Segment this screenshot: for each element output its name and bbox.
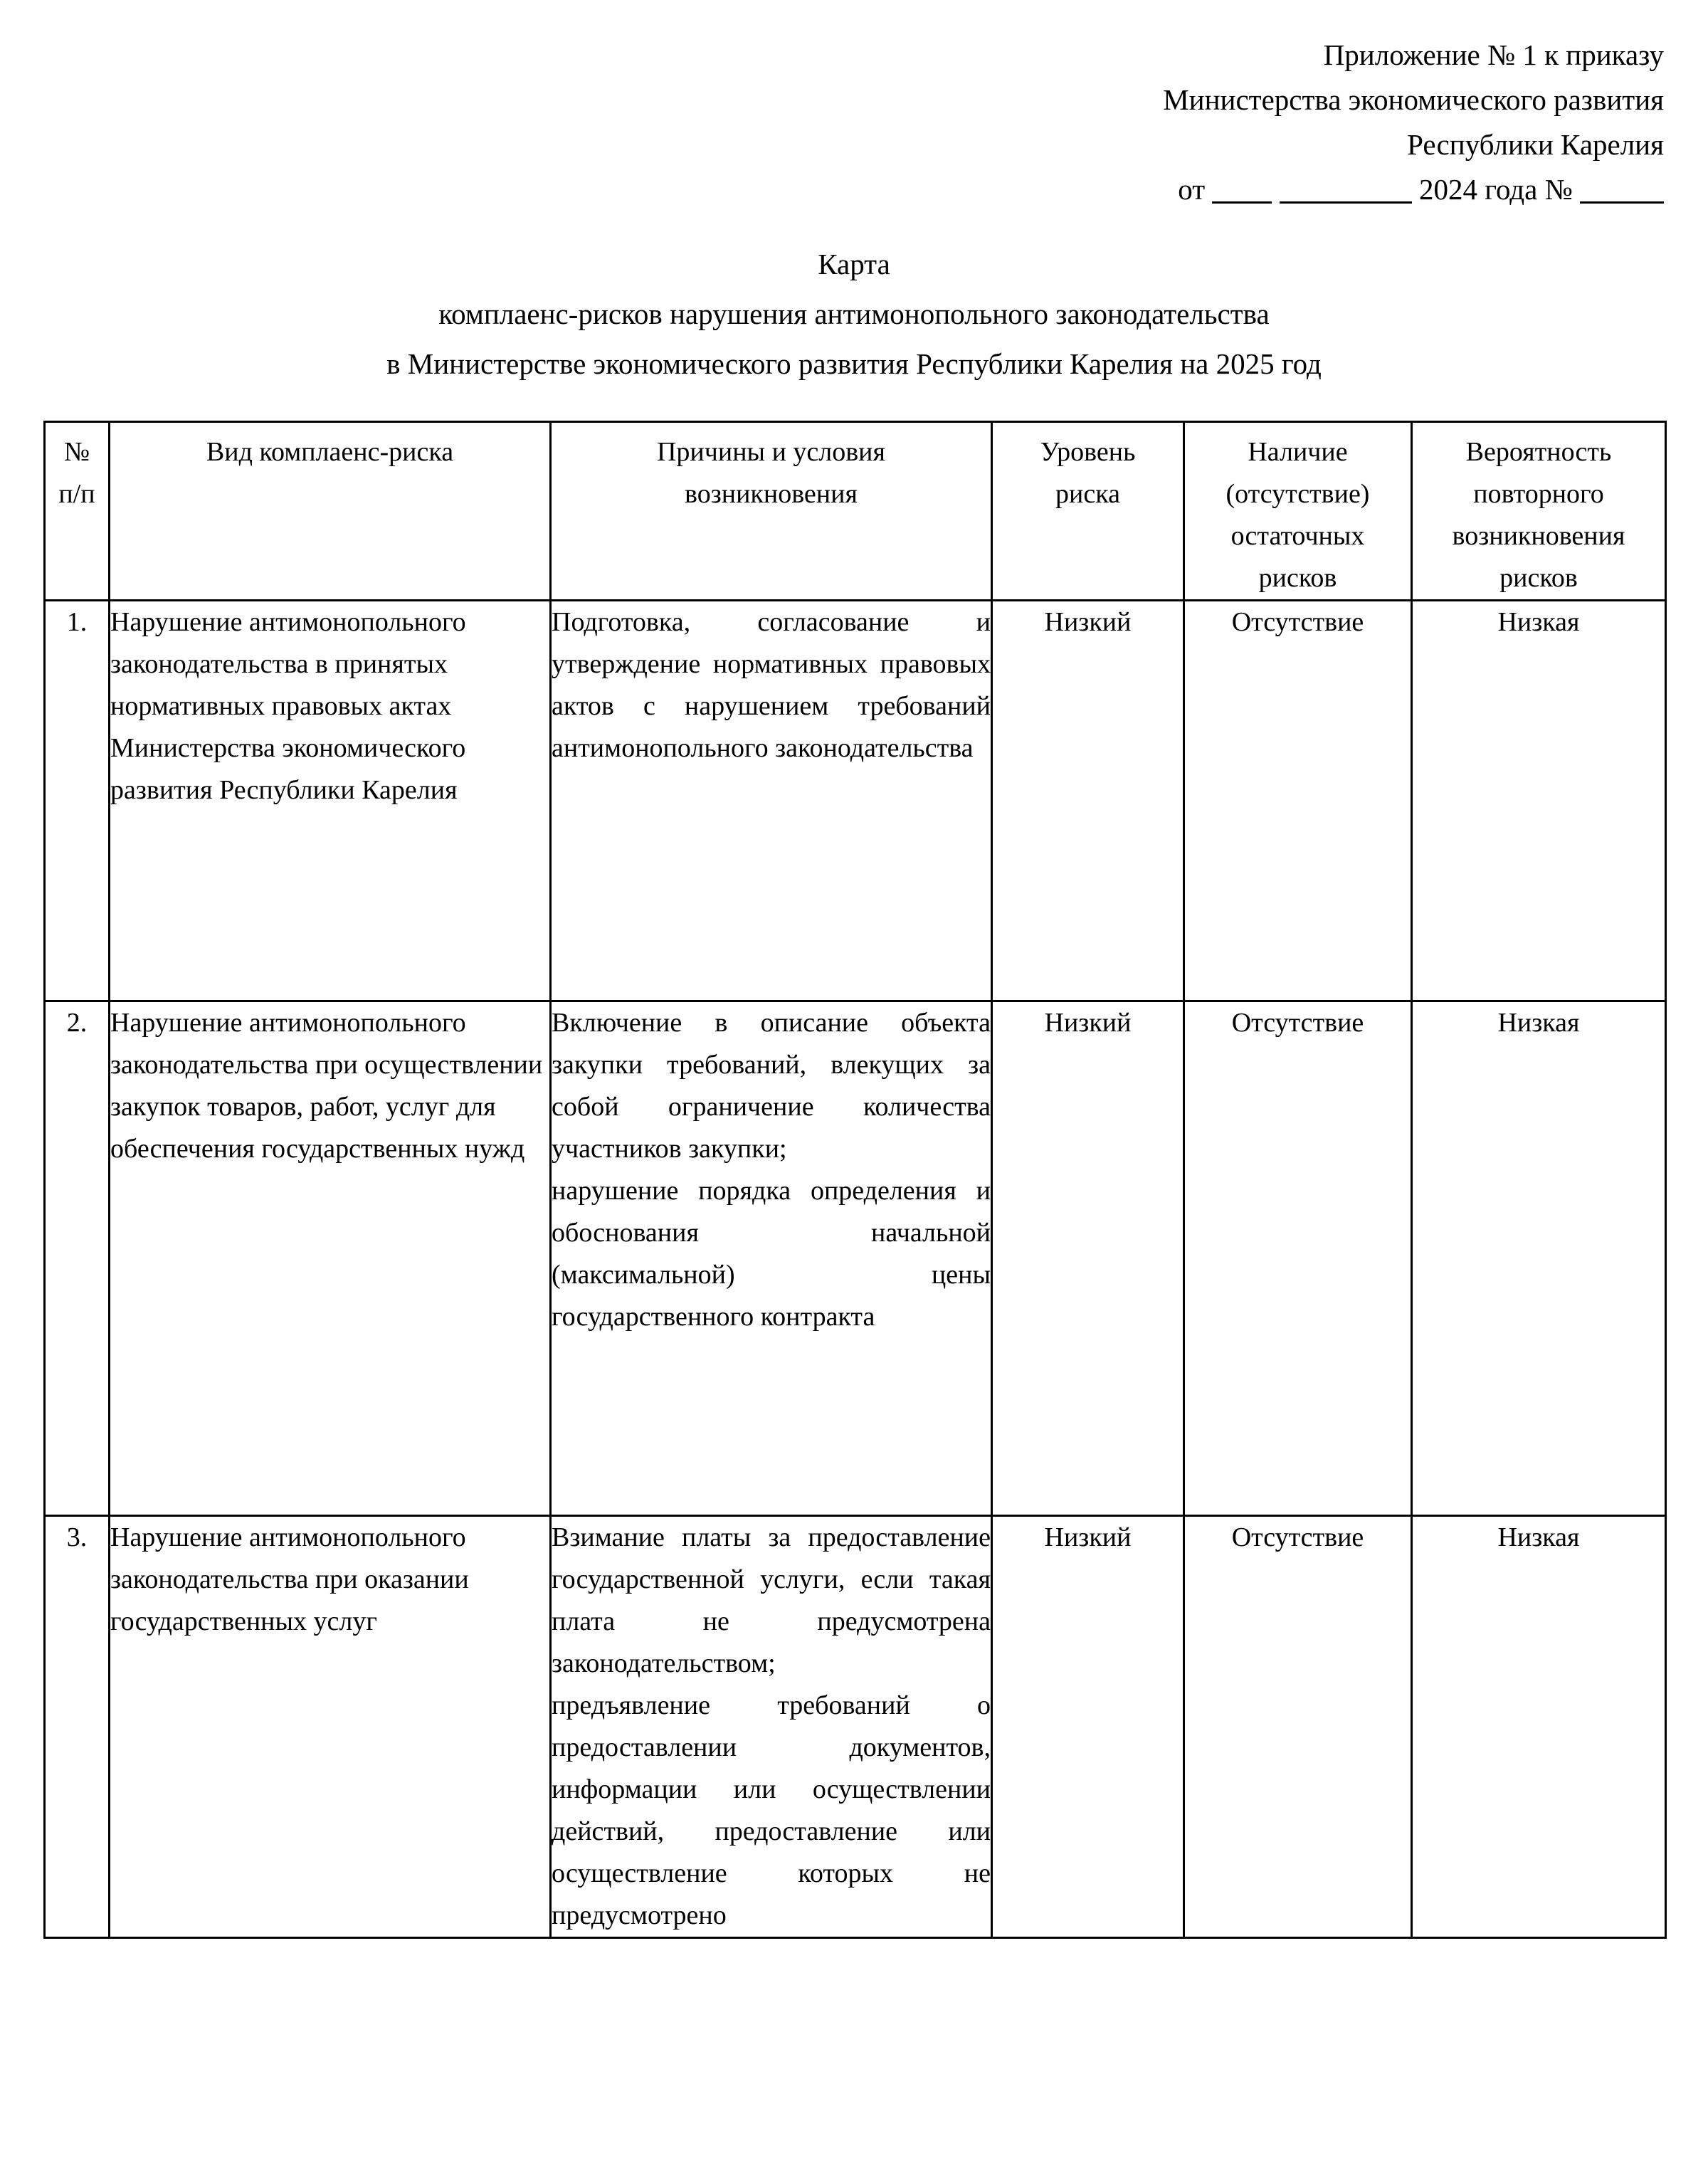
compliance-risk-table — [43, 421, 1667, 1939]
row-risk-type: Нарушение антимонопольного законодательства при осуществлении закупок товаров, работ, услуг для обеспечения государственных нужд — [110, 1001, 551, 1516]
column-header-residual-risks-line-2: (отсутствие) — [1225, 479, 1370, 509]
table-header-row — [45, 422, 1666, 601]
page-title — [0, 239, 1708, 389]
title-line-1: Карта — [818, 248, 890, 280]
column-header-risk-level — [992, 422, 1184, 601]
column-header-recurrence-line-4: рисков — [1499, 563, 1578, 593]
column-header-risk-level-line-1: Уровень — [1040, 437, 1136, 467]
column-header-recurrence-line-3: возникновения — [1452, 521, 1625, 551]
row-risk-type: Нарушение антимонопольного законодательства при оказании государственных услуг — [110, 1516, 551, 1938]
appendix-line-3: Республики Карелия — [1407, 128, 1664, 161]
column-header-number-line-2: п/п — [58, 479, 95, 509]
row-number: 3. — [45, 1516, 110, 1938]
date-year-label: 2024 года — [1418, 173, 1538, 206]
table-body — [45, 601, 1666, 1938]
row-recurrence-probability: Низкая — [1412, 1516, 1666, 1938]
column-header-residual-risks-line-1: Наличие — [1248, 437, 1348, 467]
date-day-blank — [1212, 201, 1272, 204]
table-row — [45, 1001, 1666, 1516]
date-number-blank — [1580, 201, 1664, 204]
column-header-causes-line-2: возникновения — [685, 479, 858, 509]
row-residual-risks: Отсутствие — [1184, 1001, 1412, 1516]
appendix-line-1: Приложение № 1 к приказу — [1323, 38, 1664, 71]
column-header-residual-risks — [1184, 422, 1412, 601]
row-risk-level: Низкий — [992, 1516, 1184, 1938]
column-header-risk-type — [110, 422, 551, 601]
row-residual-risks: Отсутствие — [1184, 601, 1412, 1001]
column-header-number-line-1: № — [63, 437, 90, 467]
row-recurrence-probability: Низкая — [1412, 1001, 1666, 1516]
row-causes: Подготовка, согласование и утверждение нормативных правовых актов с нарушением требований антимонопольного законодательства — [551, 601, 992, 1001]
appendix-line-2: Министерства экономического развития — [1163, 83, 1664, 116]
row-risk-level: Низкий — [992, 601, 1184, 1001]
date-prefix-label: от — [1178, 173, 1206, 206]
table-row — [45, 1516, 1666, 1938]
appendix-reference-block — [867, 33, 1664, 212]
column-header-residual-risks-line-3: остаточных — [1230, 521, 1365, 551]
appendix-date-line — [867, 167, 1664, 212]
table-row — [45, 601, 1666, 1001]
column-header-recurrence-probability — [1412, 422, 1666, 601]
column-header-residual-risks-line-4: рисков — [1258, 563, 1337, 593]
row-number: 2. — [45, 1001, 110, 1516]
title-line-3: в Министерстве экономического развития Республики Карелия на 2025 год — [386, 347, 1322, 380]
row-causes: Взимание платы за предоставление государственной услуги, если такая плата не предусмотрена законодательством; предъявление требований о предоставлении документов, информации или осуществлении действий, предоставление или осуществление которых не предусмотрено — [551, 1516, 992, 1938]
column-header-number — [45, 422, 110, 601]
row-recurrence-probability: Низкая — [1412, 601, 1666, 1001]
row-residual-risks: Отсутствие — [1184, 1516, 1412, 1938]
column-header-recurrence-line-2: повторного — [1473, 479, 1604, 509]
row-number: 1. — [45, 601, 110, 1001]
row-risk-type: Нарушение антимонопольного законодательства в принятых нормативных правовых актах Министерства экономического развития Республики Карелия — [110, 601, 551, 1001]
date-number-symbol: № — [1544, 173, 1573, 206]
column-header-causes-line-1: Причины и условия — [656, 437, 885, 467]
row-causes: Включение в описание объекта закупки требований, влекущих за собой ограничение количества участников закупки; нарушение порядка определения и обоснования начальной (максимальной) цены государственного контракта — [551, 1001, 992, 1516]
row-risk-level: Низкий — [992, 1001, 1184, 1516]
column-header-risk-type-line-1: Вид комплаенс-риска — [206, 437, 454, 467]
column-header-recurrence-line-1: Вероятность — [1465, 437, 1612, 467]
column-header-causes — [551, 422, 992, 601]
title-line-2: комплаенс-рисков нарушения антимонопольного законодательства — [438, 298, 1270, 330]
compliance-risk-table-wrapper — [43, 421, 1665, 1939]
date-month-blank — [1280, 201, 1412, 204]
column-header-risk-level-line-2: риска — [1055, 479, 1120, 509]
